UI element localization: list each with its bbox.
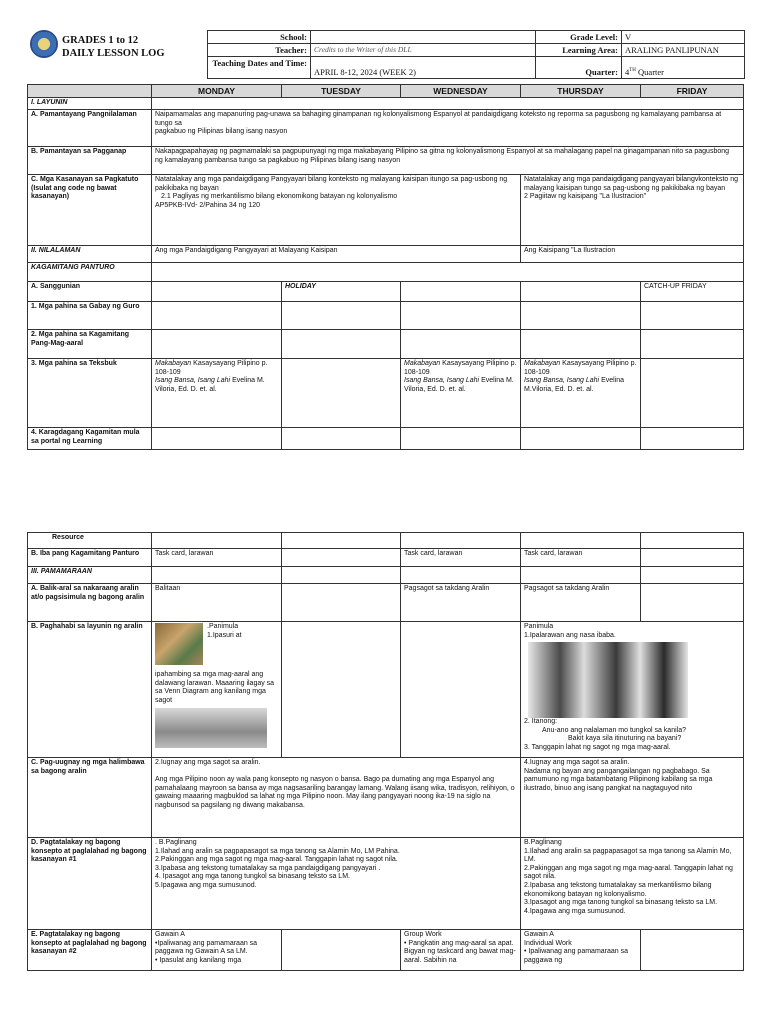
pag-uugnay-monday xyxy=(152,758,521,838)
cell-blank xyxy=(282,359,401,428)
cell-blank xyxy=(282,302,401,330)
cell-blank xyxy=(152,567,282,584)
paglinang-label: . B.Paglinang xyxy=(155,839,197,846)
learning-area-value: ARALING PANLIPUNAN xyxy=(622,44,745,57)
quarter-label: Quarter: xyxy=(536,57,622,79)
sanggunian-thursday xyxy=(521,282,641,302)
classroom-photo-image xyxy=(155,708,267,748)
competency-mon-line3: 2.1 Pagliyas ng merkantilismo bilang ekonomikong batayan ng kolonyalismo xyxy=(161,193,398,201)
sanggunian-monday xyxy=(152,282,282,302)
activity-label: Group Work xyxy=(404,931,442,938)
day-thursday: THURSDAY xyxy=(521,85,641,98)
cell-blank xyxy=(401,330,521,359)
textbook-title-2: Isang Bansa, Isang Lahi xyxy=(404,377,480,385)
teaching-dates-label: Teaching Dates and Time: xyxy=(208,57,311,79)
cell-blank xyxy=(641,567,744,584)
day-tuesday: TUESDAY xyxy=(282,85,401,98)
cell-blank xyxy=(521,302,641,330)
kagamitang-blank xyxy=(152,263,744,282)
activity-step-1: • Ipaliwanag ang pamamaraan sa paggawa ng xyxy=(524,948,629,964)
competency-mon-line1: Natatalakay ang mga pandaigdigang Pangyayari bilang konteksto ng malayang kaisipan itungo sa pag-usbong ng xyxy=(155,176,508,183)
panimula-label: Panimula xyxy=(524,623,554,630)
sanggunian-label: A. Sanggunian xyxy=(28,282,152,302)
textbook-authors: Evelina M. Viloria, Ed. D. et. al. xyxy=(404,377,514,393)
balik-aral-thursday: Pagsagot sa takdang Aralin xyxy=(521,584,641,622)
holiday-label: HOLIDAY xyxy=(282,282,401,302)
pag-uugnay-label: C. Pag-uugnay ng mga halimbawa sa bagong aralin xyxy=(28,758,152,838)
connect-instruction: 2.Iugnay ang mga sagot sa aralin. xyxy=(155,759,261,766)
learning-area-label: Learning Area: xyxy=(536,44,622,57)
step-3: 3.Ipabasa ang tekstong tumatalakay sa mga pandaigdigang pangyayari . xyxy=(155,864,381,872)
cell-blank xyxy=(152,302,282,330)
pamantayang-pangnilalaman-label: A. Pamantayang Pangnilalaman xyxy=(28,110,152,147)
cell-blank xyxy=(282,533,401,549)
resource-label: Resource xyxy=(28,533,152,549)
step-2: 2.Pakinggan ang mga sagot ng mga mag-aaral. Tanggapin lahat ng sagot nila. xyxy=(524,864,733,881)
pagtatalakay-1-thursday xyxy=(521,838,744,930)
panimula-label: .Panimula xyxy=(207,623,239,630)
cell-blank xyxy=(641,359,744,428)
pamamaraan-heading: III. PAMAMARAAN xyxy=(28,567,152,584)
deped-seal-logo xyxy=(30,30,58,58)
kagamitan-thursday: Task card, larawan xyxy=(521,549,641,567)
quarter-value xyxy=(622,57,745,79)
performance-standard-line1: Nakapagpapahayag ng pagmamalaki sa pagpupunyagi ng mga makabayang Pilipino sa gitna ng kolonyalismong Espanyol at sa mahalagang papel na ginagampanan nito sa pagusbong xyxy=(155,148,730,155)
cell-blank xyxy=(641,930,744,971)
cell-blank xyxy=(282,428,401,450)
quarter-suffix: TH xyxy=(629,68,636,74)
performance-standard-line2: ng kamalayang pambansa tungo sa pagkabuo ng Pilipinas bilang isang nasyon xyxy=(155,156,401,164)
title-line-1: GRADES 1 to 12 xyxy=(62,35,139,46)
kagamitang-panturo-heading: KAGAMITANG PANTURO xyxy=(28,263,152,282)
textbook-title: Makabayan xyxy=(404,360,441,367)
textbook-pages: Kasaysayang Pilipino p. 108-109 xyxy=(155,360,268,376)
gabay-ng-guro-label: 1. Mga pahina sa Gabay ng Guro xyxy=(28,302,152,330)
paglinang-label: B.Paglinang xyxy=(524,839,562,846)
textbook-authors: Evelina M. Viloria, Ed. D. et. al. xyxy=(155,377,265,393)
teksbuk-wednesday xyxy=(401,359,521,428)
teacher-label: Teacher: xyxy=(208,44,311,57)
nilalaman-monday: Ang mga Pandaigdigang Pangyayari at Malayang Kaisipan xyxy=(152,246,521,263)
cell-blank xyxy=(401,428,521,450)
kasanayan-label: C. Mga Kasanayan sa Pagkatuto (Isulat ang code ng bawat kasanayan) xyxy=(28,175,152,246)
teksbuk-label: 3. Mga pahina sa Teksbuk xyxy=(28,359,152,428)
activity-step-2: • Ipasulat ang kanilang mga xyxy=(155,956,242,964)
kagamitan-wednesday: Task card, larawan xyxy=(401,549,521,567)
paghahabi-monday xyxy=(152,622,282,758)
cell-blank xyxy=(641,549,744,567)
pagtatalakay-1-label: D. Pagtatalakay ng bagong konsepto at paglalahad ng bagong kasanayan #1 xyxy=(28,838,152,930)
cell-blank xyxy=(641,428,744,450)
activity-type: Individual Work xyxy=(524,939,572,947)
paghahabi-label: B. Paghahabi sa layunin ng aralin xyxy=(28,622,152,758)
step-2: 2.Pakinggan ang mga sagot ng mga mag-aaral. Tanggapin lahat ng sagot nila. xyxy=(155,856,398,864)
nilalaman-heading: II. NILALAMAN xyxy=(28,246,152,263)
kasanayan-thursday xyxy=(521,175,744,246)
cell-blank xyxy=(152,428,282,450)
step-1: 1.Ilahad ang aralin sa pagpapasagot sa mga tanong sa Alamin Mo, LM Pahina. xyxy=(155,847,400,855)
quarter-number: 4 xyxy=(625,67,630,77)
step-1: 1.Ilahad ang aralin sa pagpapasagot sa mga tanong sa Alamin Mo, LM. xyxy=(524,847,732,864)
balik-aral-wednesday: Pagsagot sa takdang Aralin xyxy=(401,584,521,622)
teksbuk-thursday xyxy=(521,359,641,428)
cell-blank xyxy=(641,302,744,330)
competency-mon-code: AP5PKB-IVd- 2/Pahina 34 ng 120 xyxy=(155,201,261,209)
cell-blank xyxy=(521,567,641,584)
day-wednesday: WEDNESDAY xyxy=(401,85,521,98)
connect-paragraph: Nadama ng bayan ang pangangailangan ng pagbabago. Sa pamumuno ng mga batambatang Pilipinong kabilang sa mga ilustrado, binuo ang isang pangkat na nagtaguyod nito xyxy=(524,767,713,792)
pamantayang-pangnilalaman-text xyxy=(152,110,744,147)
cell-blank xyxy=(401,533,521,549)
instruction-2: 2. Itanong: xyxy=(524,718,558,726)
question-2: Bakit kaya sila itinuturing na bayani? xyxy=(568,735,682,743)
cell-blank xyxy=(282,567,401,584)
content-standard-line1: Naipamamalas ang mapanuring pag-unawa sa bahaging ginampanan ng kolonyalismong Espanyol at pandaigdigang koteksto ng reporma sa pagusbong ng kamalayang pambansa at tungo sa xyxy=(155,111,722,127)
kagamitan-monday: Task card, larawan xyxy=(152,549,282,567)
connect-instruction: 4.Iugnay ang mga sagot sa aralin. xyxy=(524,759,630,766)
textbook-title-2: Isang Bansa, Isang Lahi xyxy=(155,377,231,385)
cell-blank xyxy=(401,622,521,758)
venn-instruction: ipahambing sa mga mag-aaral ang dalawang larawan. Maaaring ilagay sa sa Venn Diagram ang kanilang mga sagot xyxy=(155,671,275,704)
step-5: 5.Ipagawa ang mga sumusunod. xyxy=(155,881,257,889)
textbook-pages: Kasaysayang Pilipino p. 108-109 xyxy=(404,360,517,376)
day-monday: MONDAY xyxy=(152,85,282,98)
cell-blank xyxy=(401,302,521,330)
cell-blank xyxy=(282,549,401,567)
competency-mon-line2: pakikibaka ng bayan xyxy=(155,184,219,192)
competency-thu-line1: Natatalakay ang mga pandaigdigang pangyayari bilangvkonteksto ng malayang kaisipan tungo sa pag-usbong ng pakikibaka ng bayan xyxy=(524,176,739,192)
cell-blank xyxy=(641,584,744,622)
competency-thu-line2: 2 Pagiitaw ng kaisipang "La Ilustracion" xyxy=(524,193,647,201)
teksbuk-monday xyxy=(152,359,282,428)
cell-blank xyxy=(282,330,401,359)
pagtatalakay-2-label: E. Pagtatalakay ng bagong konsepto at paglalahad ng bagong kasanayan #2 xyxy=(28,930,152,971)
balik-aral-monday: Balitaan xyxy=(152,584,282,622)
pagtatalakay-1-monday xyxy=(152,838,521,930)
instruction-3: 3. Tanggapin lahat ng sagot ng mga mag-aaral. xyxy=(524,743,671,751)
cell-blank xyxy=(401,567,521,584)
cell-blank xyxy=(152,533,282,549)
grade-level-label: Grade Level: xyxy=(536,31,622,44)
step-5: 4.Ipagawa ang mga sumusunod. xyxy=(524,907,626,915)
connect-paragraph: Ang mga Pilipino noon ay wala pang konsepto ng nasyon o bansa. Bago pa dumating ang mga Espanyol ang pamahalaang mayroon sa bansa ay mga nagsasariling barangay lamang. Walang iisang wika, tradisyon, relihiyon, o gawaing maaaring magbuklod sa lahat ng mga Pilipino noon. May ilang pangyayari noong ika-19 na siglo na nagbunsod sa pagsilang ng diwang makabansa. xyxy=(155,776,515,809)
historical-painting-image xyxy=(155,623,203,665)
pag-uugnay-thursday xyxy=(521,758,744,838)
iba-pang-kagamitan-label: B. Iba pang Kagamitang Panturo xyxy=(28,549,152,567)
kasanayan-monday xyxy=(152,175,521,246)
cell-blank xyxy=(521,330,641,359)
day-friday: FRIDAY xyxy=(641,85,744,98)
header-table xyxy=(207,30,745,79)
cell-blank xyxy=(521,428,641,450)
cell-blank xyxy=(282,930,401,971)
step-4: 3.Ipasagot ang mga tanong tungkol sa binasang teksto sa LM. xyxy=(524,899,718,907)
document-title xyxy=(62,34,165,60)
cell-blank xyxy=(152,330,282,359)
textbook-title: Makabayan xyxy=(524,360,561,367)
sanggunian-wednesday xyxy=(401,282,521,302)
quarter-word: Quarter xyxy=(635,67,665,77)
catch-up-friday-label: CATCH-UP FRIDAY xyxy=(641,282,744,302)
teaching-dates-value: APRIL 8-12, 2024 (WEEK 2) xyxy=(311,57,536,79)
lesson-log-table-1 xyxy=(27,84,744,450)
pagtatalakay-2-thursday xyxy=(521,930,641,971)
cell-blank xyxy=(641,533,744,549)
activity-step-1: •Ipaliwanag ang pamamaraan sa paggawa ng Gawain A sa LM. xyxy=(155,939,258,956)
paghahabi-thursday xyxy=(521,622,744,758)
activity-label: Gawain A xyxy=(524,931,554,938)
instruction-1: 1.Ipalarawan ang nasa ibaba. xyxy=(524,631,616,639)
kagamitang-mag-aaral-label: 2. Mga pahina sa Kagamitang Pang-Mag-aaral xyxy=(28,330,152,359)
pagtatalakay-2-monday xyxy=(152,930,282,971)
cell-blank xyxy=(282,584,401,622)
nilalaman-thursday: Ang Kaisipang "La Ilustracion xyxy=(521,246,744,263)
cell-blank xyxy=(521,533,641,549)
cell-blank xyxy=(641,330,744,359)
teacher-value: Credits to the Writer of this DLL xyxy=(311,44,536,57)
blank-header-cell xyxy=(28,85,152,98)
textbook-title: Makabayan xyxy=(155,360,192,367)
step-4: 4. Ipasagot ang mga tanong tungkol sa binasang teksto sa LM. xyxy=(155,873,350,881)
pamantayan-sa-pagganap-text xyxy=(152,147,744,175)
grade-level-value: V xyxy=(622,31,745,44)
step-3: 2.Ipabasa ang tekstong tumatalakay sa merkantilismo bilang ekonomikong batayan ng kolonyalismo. xyxy=(524,881,712,898)
pamantayan-sa-pagganap-label: B. Pamantayan sa Pagganap xyxy=(28,147,152,175)
propagandists-photo-image xyxy=(528,642,688,718)
textbook-authors: Evelina M.Viloria, Ed. D. et. al. xyxy=(524,377,625,393)
activity-label: Gawain A xyxy=(155,931,185,938)
question-1: Anu-ano ang nalalaman mo tungkol sa kanila? xyxy=(542,726,686,734)
activity-step-1: • Pangkatin ang mag-aaral sa apat. Bigyan ng taskcard ang bawat mag-aaral. Sabihin na xyxy=(404,939,516,964)
textbook-pages: Kasaysayang Pilipino p. 108-109 xyxy=(524,360,637,376)
karagdagang-kagamitan-label: 4. Karagdagang Kagamitan mula sa portal ng Learning xyxy=(28,428,152,450)
content-standard-line2: pagkabuo ng Pilipinas bilang isang nasyon xyxy=(155,128,288,136)
balik-aral-label: A. Balik-aral sa nakaraang aralin at/o pagsisimula ng bagong aralin xyxy=(28,584,152,622)
pagtatalakay-2-wednesday xyxy=(401,930,521,971)
instruction-1: 1.Ipasuri at xyxy=(207,631,242,639)
school-value xyxy=(311,31,536,44)
layunin-heading: I. LAYUNIN xyxy=(28,98,152,110)
school-label: School: xyxy=(208,31,311,44)
layunin-blank xyxy=(152,98,744,110)
title-line-2: DAILY LESSON LOG xyxy=(62,48,165,59)
textbook-title-2: Isang Bansa, Isang Lahi xyxy=(524,377,600,385)
lesson-log-table-2 xyxy=(27,532,744,971)
cell-blank xyxy=(282,622,401,758)
